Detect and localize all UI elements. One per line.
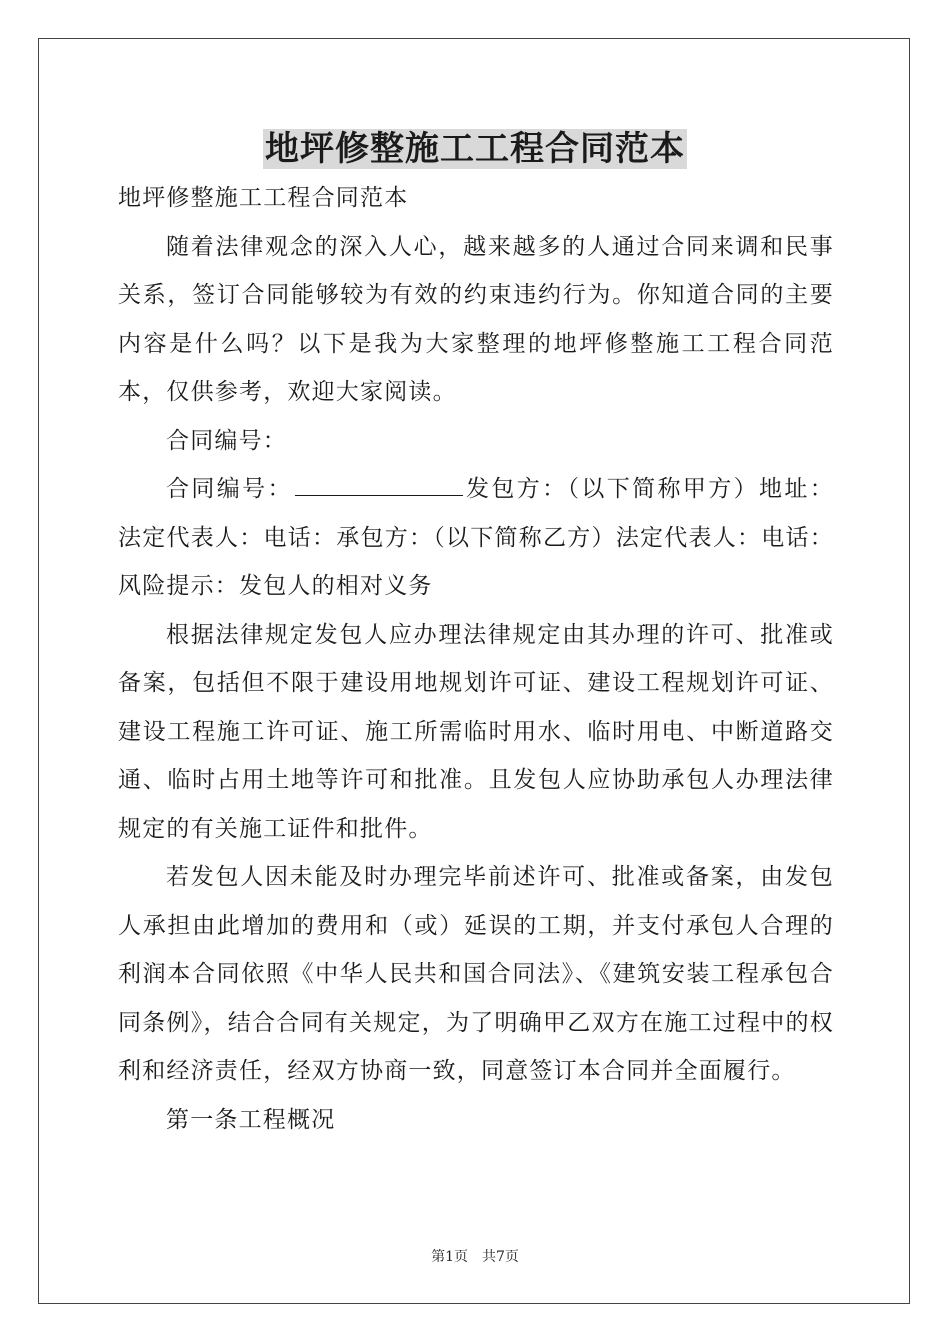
document-body (118, 174, 834, 1144)
paragraph-article1: 第一条工程概况 (166, 1106, 336, 1133)
document-title (0, 122, 950, 176)
page-number-current: 第1页 (431, 1249, 468, 1265)
paragraph-liability: 若发包人因未能及时办理完毕前述许可、批准或备案，由发包人承担由此增加的费用和（或）延误的工期，并支付承包人合理的利润本合同依照《中华人民共和国合同法》、《建筑安装工程承包合同条例》，结合合同有关规定，为了明确甲乙双方在施工过程中的权利和经济责任，经双方协商一致，同意签订本合同并全面履行。 (118, 864, 834, 1084)
page-footer (0, 1246, 950, 1266)
contract-no-prefix: 合同编号： (166, 476, 293, 502)
document-subtitle: 地坪修整施工工程合同范本 (118, 185, 409, 211)
paragraph-contract-no-label: 合同编号： (166, 427, 287, 454)
contract-no-blank (295, 471, 463, 496)
paragraph-intro: 随着法律观念的深入人心，越来越多的人通过合同来调和民事关系，签订合同能够较为有效的约束违约行为。你知道合同的主要内容是什么吗？以下是我为大家整理的地坪修整施工工程合同范本，仅供参考，欢迎大家阅读。 (118, 233, 834, 405)
parties-text: 发包方：（以下简称甲方）地址：法定代表人：电话：承包方：（以下简称乙方）法定代表人：电话：风险提示：发包人的相对义务 (118, 476, 834, 599)
page-number-total: 共7页 (482, 1249, 519, 1265)
paragraph-obligations: 根据法律规定发包人应办理法律规定由其办理的许可、批准或备案，包括但不限于建设用地规划许可证、建设工程规划许可证、建设工程施工许可证、施工所需临时用水、临时用电、中断道路交通、临时占用土地等许可和批准。且发包人应协助承包人办理法律规定的有关施工证件和批件。 (118, 621, 834, 842)
paragraph-parties (118, 465, 834, 611)
document-title-text: 地坪修整施工工程合同范本 (265, 129, 685, 169)
